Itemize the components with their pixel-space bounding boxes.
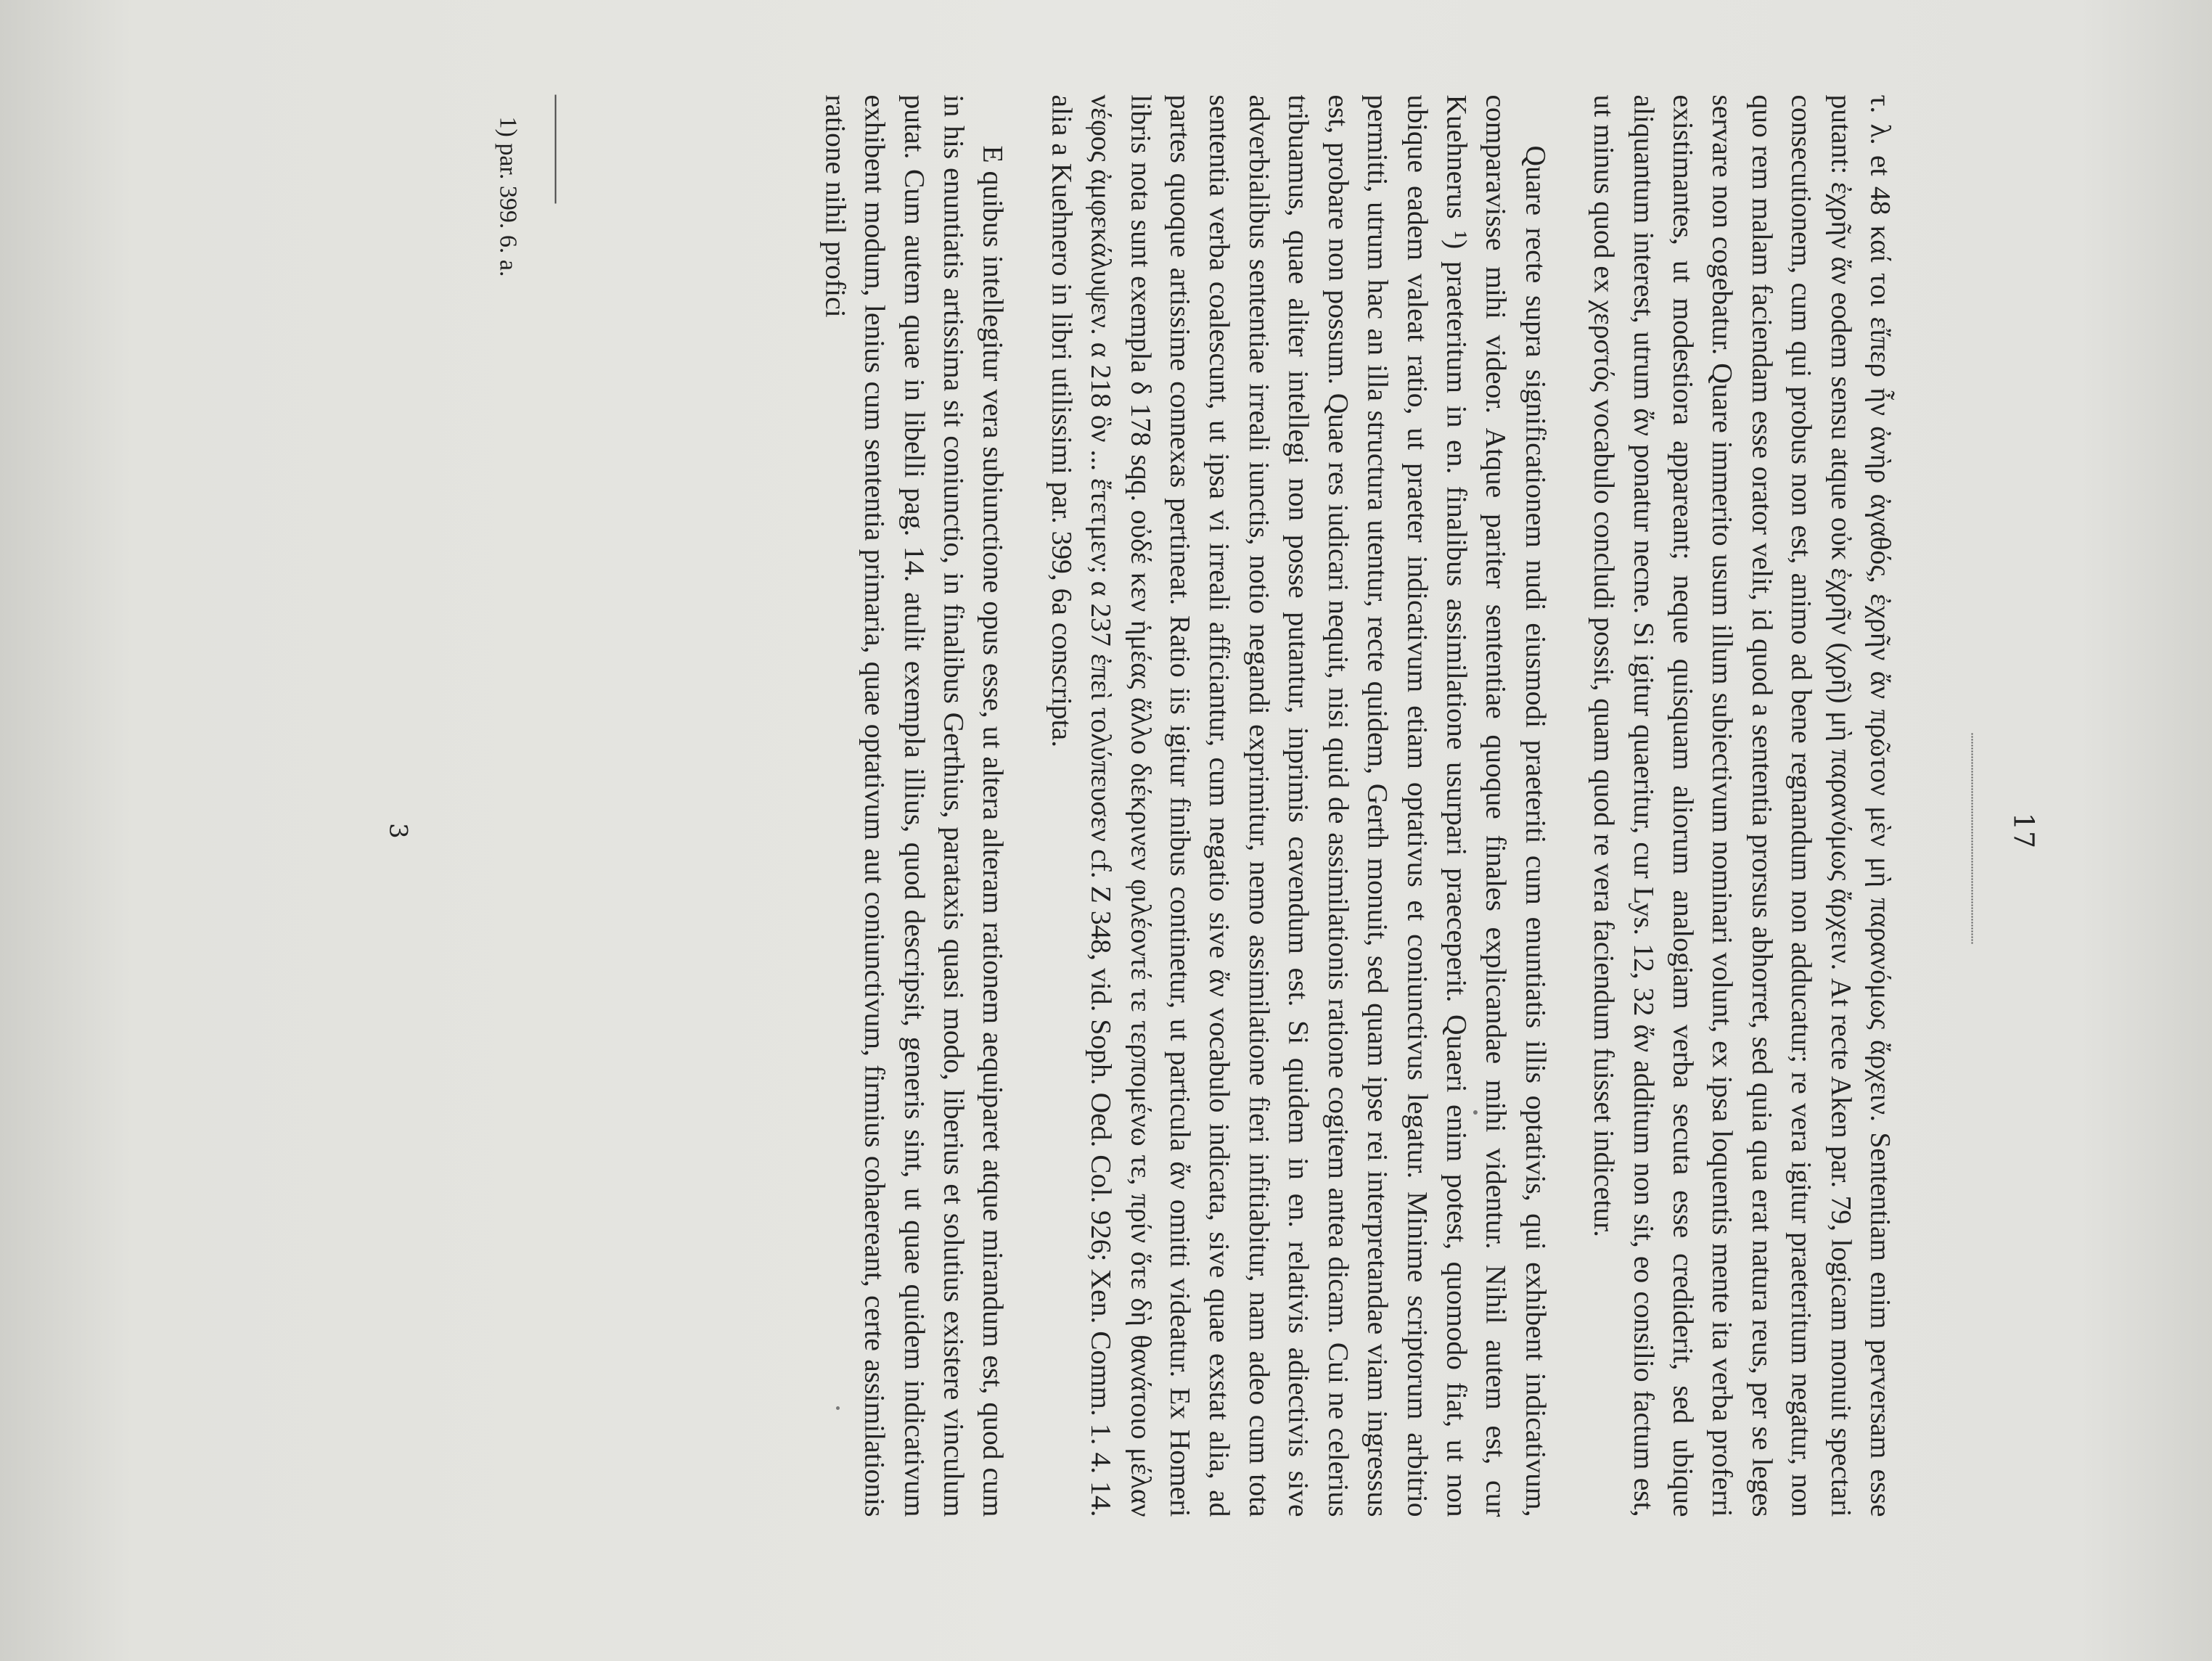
paragraph-1: τ. λ. et 48 καί τοι εἴπερ ἦν ἀνὴρ ἀγαθός, ἐχρῆν ἄν πρῶτον μὲν μὴ παρανόμως ἄρχειν. Sententiam enim perversam esse putant: ἐχρῆν ἄν eodem sensu atque οὐκ ἐχρῆν (χρῆ) μὴ παρανόμως ἄρχειν. At recte Aken par. 79, logicam monuit spectari consecutionem, cum qui probus non est, animo ad bene regnandum non adducatur; re vera igitur praeteritum negatur, non quo rem malam faciendam esse orator velit, id quod a sententia prorsus abhorret, sed quia qua erat natura reus, per se leges servare non cogebatur. Quare immerito usum illum subiectivum nominari volunt, ex ipsa loquentis mente ita verba proferri existimantes, ut modestiora appareant; neque quisquam aliorum analogiam verba secuta esse crediderit, sed ubique aliquantum interest, utrum ἄν ponatur necne. Si igitur quaeritur, cur Lys. 12, 32 ἄν additum non sit, eo consilio factum est, ut minus quod ex χερστός vocabulo concludi possit, quam quod re vera faciendum fuisset indicetur. [1588,94,1896,1517]
footnote-rule [554,94,556,203]
page-number: 17 [2007,812,2039,849]
signature-mark: 3 [383,822,412,839]
footnote: 1) par. 399. 6. a. [494,116,521,276]
scan-speck [836,1406,840,1410]
paragraph-3: E quibus intellegitur vera subiunctione opus esse, ut altera alteram rationem aequiparet atque mirandum est, quod cum in his enuntiatis artissima sit coniunctio, in finalibus Gerthius, parataxis quasi modo, liberius et solutius existere vinculum putat. Cum autem quae in libelli pag. 14. atulit exempla illius, quod descripsit, generis sint, ut quae quidem indicativum exhibent modum, lenius cum sententia primaria, quae optativum aut coniunctivum, firmius cohaereant, certe assimilationis ratione nihil profici [819,94,1009,1517]
scan-speck [1473,1110,1478,1115]
header-rule [1971,733,1973,943]
body-text [786,94,1900,1517]
paragraph-2: Quare recte supra significationem nudi eiusmodi praeteriti cum enuntiatis illis optativis, qui exhibent indicativum, comparavisse mihi videor. Atque pariter sententiae quoque finales explicandae mihi videntur. Nihil autem est, cur Kuehnerus ¹) praeteritum in en. finalibus assimilatione usurpari praeceperit. Quaeri enim potest, quomodo fiat, ut non ubique eadem valeat ratio, ut praeter indicativum etiam optativus et coniunctivus legatur. Minime scriptorum arbitrio permitti, utrum hac an illa structura utentur, recte quidem, Gerth monuit, sed quam ipse rei interpretandae viam ingressus est, probare non possum. Quae res iudicari nequit, nisi quid de assimilationis ratione cogitem antea dicam. Cui ne celerius tribuamus, quae aliter intellegi non posse putantur, inprimis cavendum est. Si quidem in en. relativis adiectivis sive adverbialibus sententiae irreali iunctis, notio negandi exprimitur, nemo assimilatione fieri infitiabitur, nam adeo cum tota sententia verba coalescunt, ut ipsa vi irreali afficiantur, cum negatio sive ἄν vocabulo indicata, sive quae exstat alia, ad partes quoque artissime connexas pertineat. Ratio iis igitur finibus continetur, ut particula ἄν omitti videatur. Ex Homeri libris nota sunt exempla δ 178 sqq. οὐδέ κεν ἡμέας ἄλλο διέκρινεν φιλέοντέ τε τερπομένω τε, πρίν ὅτε δὴ θανάτοιο μέλαν νέφος ἀμφεκάλυψεν. α 218 ὃν ... ἔτετμεν; α 237 ἐπεὶ τολύπευσεν cf. Ζ 348, vid. Soph. Oed. Col. 926; Xen. Comm. 1. 4. 14. alia a Kuehnero in libri utilissimi par. 399, 6a conscripta. [1045,94,1552,1517]
